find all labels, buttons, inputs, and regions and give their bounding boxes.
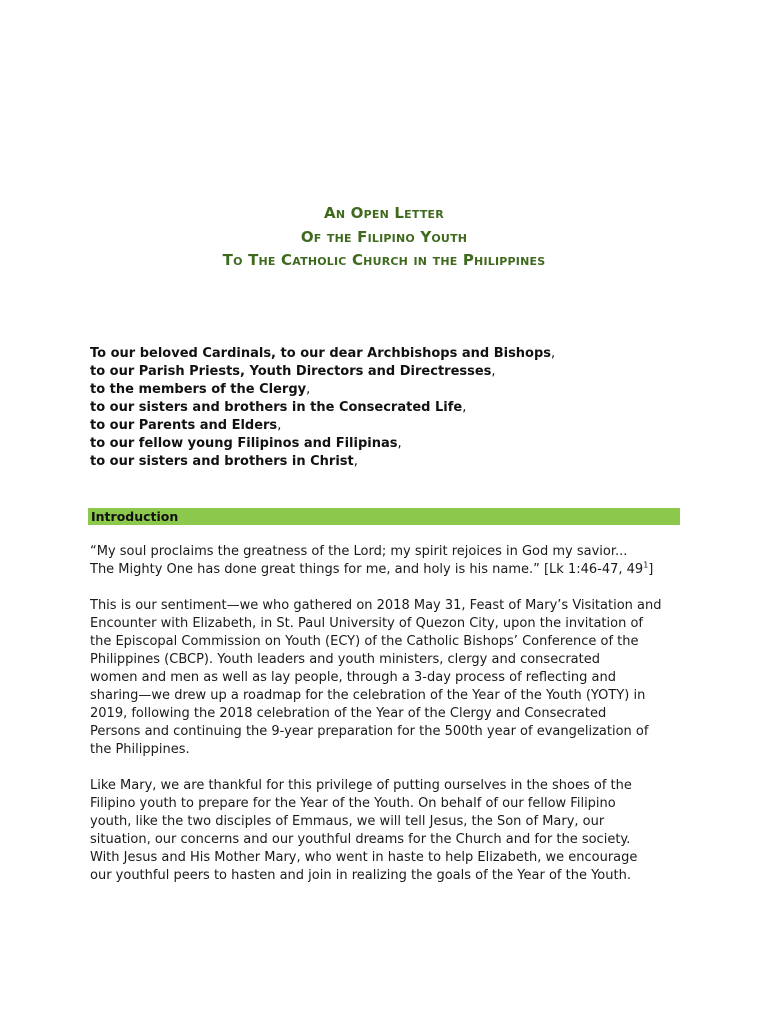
paragraph-line: the Episcopal Commission on Youth (ECY) of the Catholic Bishops’ Conference of the: [90, 634, 639, 649]
salutation-line: to the members of the Clergy,: [90, 382, 311, 397]
salutation-list: [90, 345, 690, 471]
paragraph-line: Filipino youth to prepare for the Year of the Youth. On behalf of our fellow Filipino: [90, 796, 616, 811]
paragraph-line: youth, like the two disciples of Emmaus, we will tell Jesus, the Son of Mary, our: [90, 814, 605, 829]
paragraph-line: Persons and continuing the 9-year preparation for the 500th year of evangelization of: [90, 724, 649, 739]
paragraph-line: With Jesus and His Mother Mary, who went in haste to help Elizabeth, we encourage: [90, 850, 638, 865]
footnote-marker: 1: [643, 560, 649, 570]
paragraph-line: Philippines (CBCP). Youth leaders and youth ministers, clergy and consecrated: [90, 652, 600, 667]
title-line-3: To The Catholic Church in the Philippines: [222, 251, 546, 269]
paragraph-line: our youthful peers to hasten and join in realizing the goals of the Year of the Youth.: [90, 868, 631, 883]
salutation-line: To our beloved Cardinals, to our dear Archbishops and Bishops,: [90, 346, 556, 361]
salutation-line: to our fellow young Filipinos and Filipinas,: [90, 436, 402, 451]
quote-paragraph: [90, 543, 690, 579]
title-line-2: Of the Filipino Youth: [300, 227, 468, 246]
salutation-line: to our sisters and brothers in the Consecrated Life,: [90, 400, 467, 415]
title-line-1: An Open Letter: [324, 204, 444, 222]
paragraph-line: women and men as well as lay people, through a 3-day process of reflecting and: [90, 670, 616, 685]
salutation-line: to our Parish Priests, Youth Directors and Directresses,: [90, 364, 496, 379]
paragraph-line: sharing—we drew up a roadmap for the celebration of the Year of the Youth (YOTY) in: [90, 688, 646, 703]
document-title: [0, 202, 768, 273]
section-heading-introduction: Introduction: [88, 508, 680, 525]
salutation-line: to our sisters and brothers in Christ,: [90, 454, 358, 469]
paragraph-line: The Mighty One has done great things for me, and holy is his name.” [Lk 1:46-47, $49^1$]: [90, 560, 654, 577]
paragraph-line: This is our sentiment—we who gathered on 2018 May 31, Feast of Mary’s Visitation and: [90, 598, 662, 613]
paragraph-line: Like Mary, we are thankful for this privilege of putting ourselves in the shoes of the: [90, 778, 632, 793]
paragraph-line: Encounter with Elizabeth, in St. Paul University of Quezon City, upon the invitation of: [90, 616, 644, 631]
body-paragraph: [90, 777, 690, 885]
body-paragraph: [90, 597, 690, 759]
paragraph-line: 2019, following the 2018 celebration of the Year of the Clergy and Consecrated: [90, 706, 607, 721]
paragraph-line: the Philippines.: [90, 742, 190, 757]
paragraph-line: “My soul proclaims the greatness of the Lord; my spirit rejoices in God my savior...: [90, 544, 628, 559]
salutation-line: to our Parents and Elders,: [90, 418, 282, 433]
paragraph-line: situation, our concerns and our youthful dreams for the Church and for the society.: [90, 832, 631, 847]
